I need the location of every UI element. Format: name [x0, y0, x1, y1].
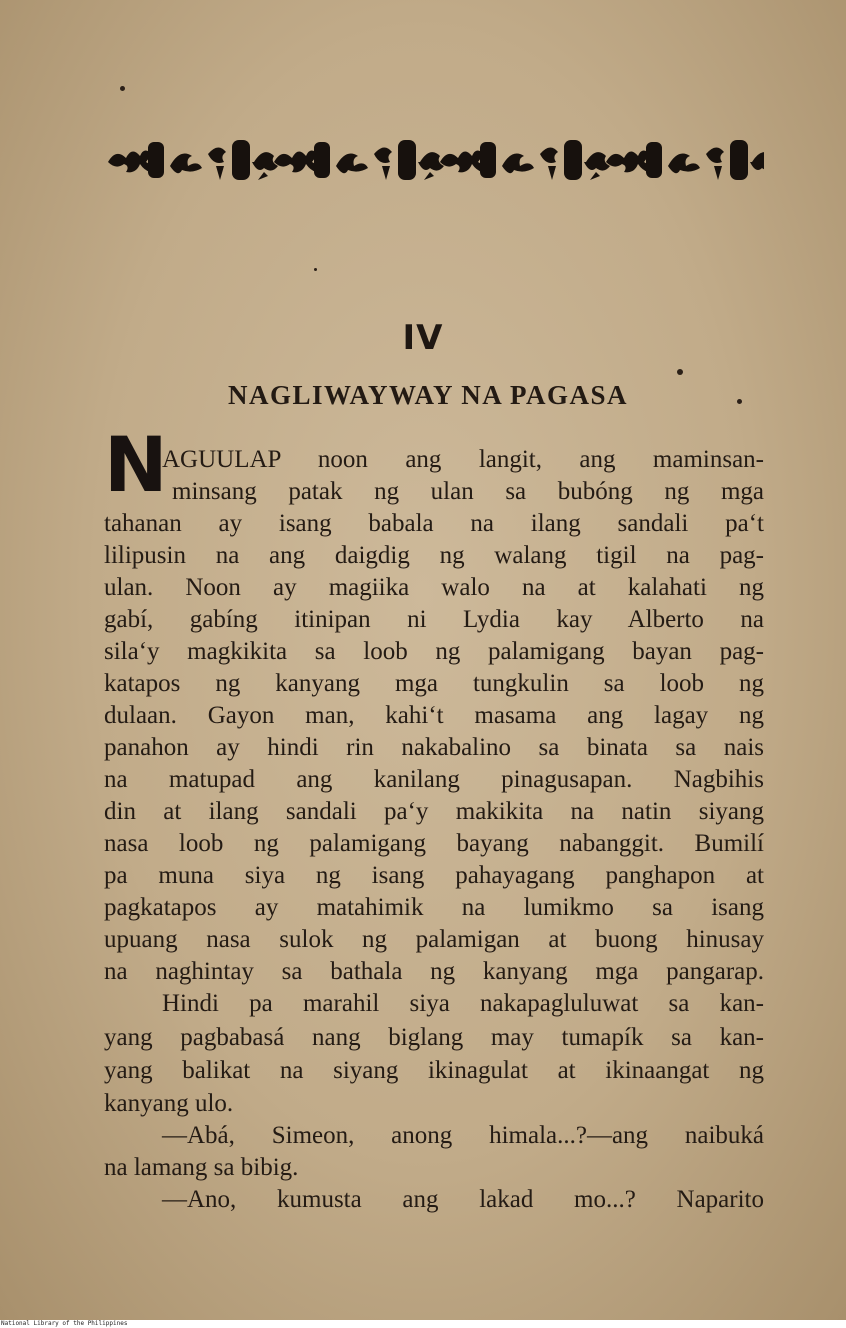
- text-line: na lamang sa bibig.: [104, 1154, 299, 1181]
- text-line: AGUULAP noon ang langit, ang maminsan-: [162, 446, 764, 473]
- text-line: na matupad ang kanilang pinagusapan. Nagbihis: [104, 766, 764, 793]
- ornament-motif: [606, 140, 764, 180]
- ornament-motif: [274, 140, 444, 180]
- text-line: dulaan. Gayon man, kahi‘t masama ang lagay ng: [104, 702, 764, 729]
- text-line: sila‘y magkikita sa loob ng palamigang bayan pag-: [104, 638, 764, 665]
- text-line: gabí, gabíng itinipan ni Lydia kay Alberto na: [104, 606, 764, 633]
- text-line: din at ilang sandali pa‘y makikita na natin siyang: [104, 798, 764, 825]
- text-line: pa muna siya ng isang pahayagang panghapon at: [104, 862, 764, 889]
- ornament-motif: [108, 140, 278, 180]
- text-line: panahon ay hindi rin nakabalino sa binata sa nais: [104, 734, 764, 761]
- text-line: minsang patak ng ulan sa bubóng ng mga: [172, 478, 764, 505]
- ornament-motif: [440, 140, 610, 180]
- text-line: yang pagbabasá nang biglang may tumapík sa kan-: [104, 1024, 764, 1051]
- text-line: lilipusin na ang daigdig ng walang tigil na pag-: [104, 542, 764, 569]
- chapter-title: NAGLIWAYWAY NA PAGASA: [227, 380, 629, 410]
- text-line: —Ano, kumusta ang lakad mo...? Naparito: [162, 1186, 764, 1213]
- text-line: yang balikat na siyang ikinagulat at ikinaangat ng: [104, 1057, 764, 1084]
- text-line: ulan. Noon ay magiika walo na at kalahati ng: [104, 574, 764, 601]
- chapter-number: IV: [402, 318, 444, 358]
- text-line: —Abá, Simeon, anong himala...?—ang naibuká: [162, 1122, 764, 1149]
- ink-speck: [677, 369, 683, 375]
- text-line: na naghintay sa bathala ng kanyang mga pangarap.: [104, 958, 764, 985]
- drop-cap: N: [104, 420, 168, 509]
- ink-speck: [314, 268, 317, 271]
- text-line: pagkatapos ay matahimik na lumikmo sa isang: [104, 894, 764, 921]
- text-line: tahanan ay isang babala na ilang sandali pa‘t: [104, 510, 764, 537]
- library-credit: National Library of the Philippines: [0, 1320, 846, 1328]
- text-line: nasa loob ng palamigang bayang nabanggit. Bumilí: [104, 830, 764, 857]
- text-line: katapos ng kanyang mga tungkulin sa loob ng: [104, 670, 764, 697]
- text-line: kanyang ulo.: [104, 1090, 234, 1117]
- ink-speck: [120, 86, 125, 91]
- text-line: Hindi pa marahil siya nakapagluluwat sa kan-: [162, 990, 764, 1017]
- decorative-ornament-band: [104, 132, 764, 188]
- text-line: upuang nasa sulok ng palamigan at buong hinusay: [104, 926, 764, 953]
